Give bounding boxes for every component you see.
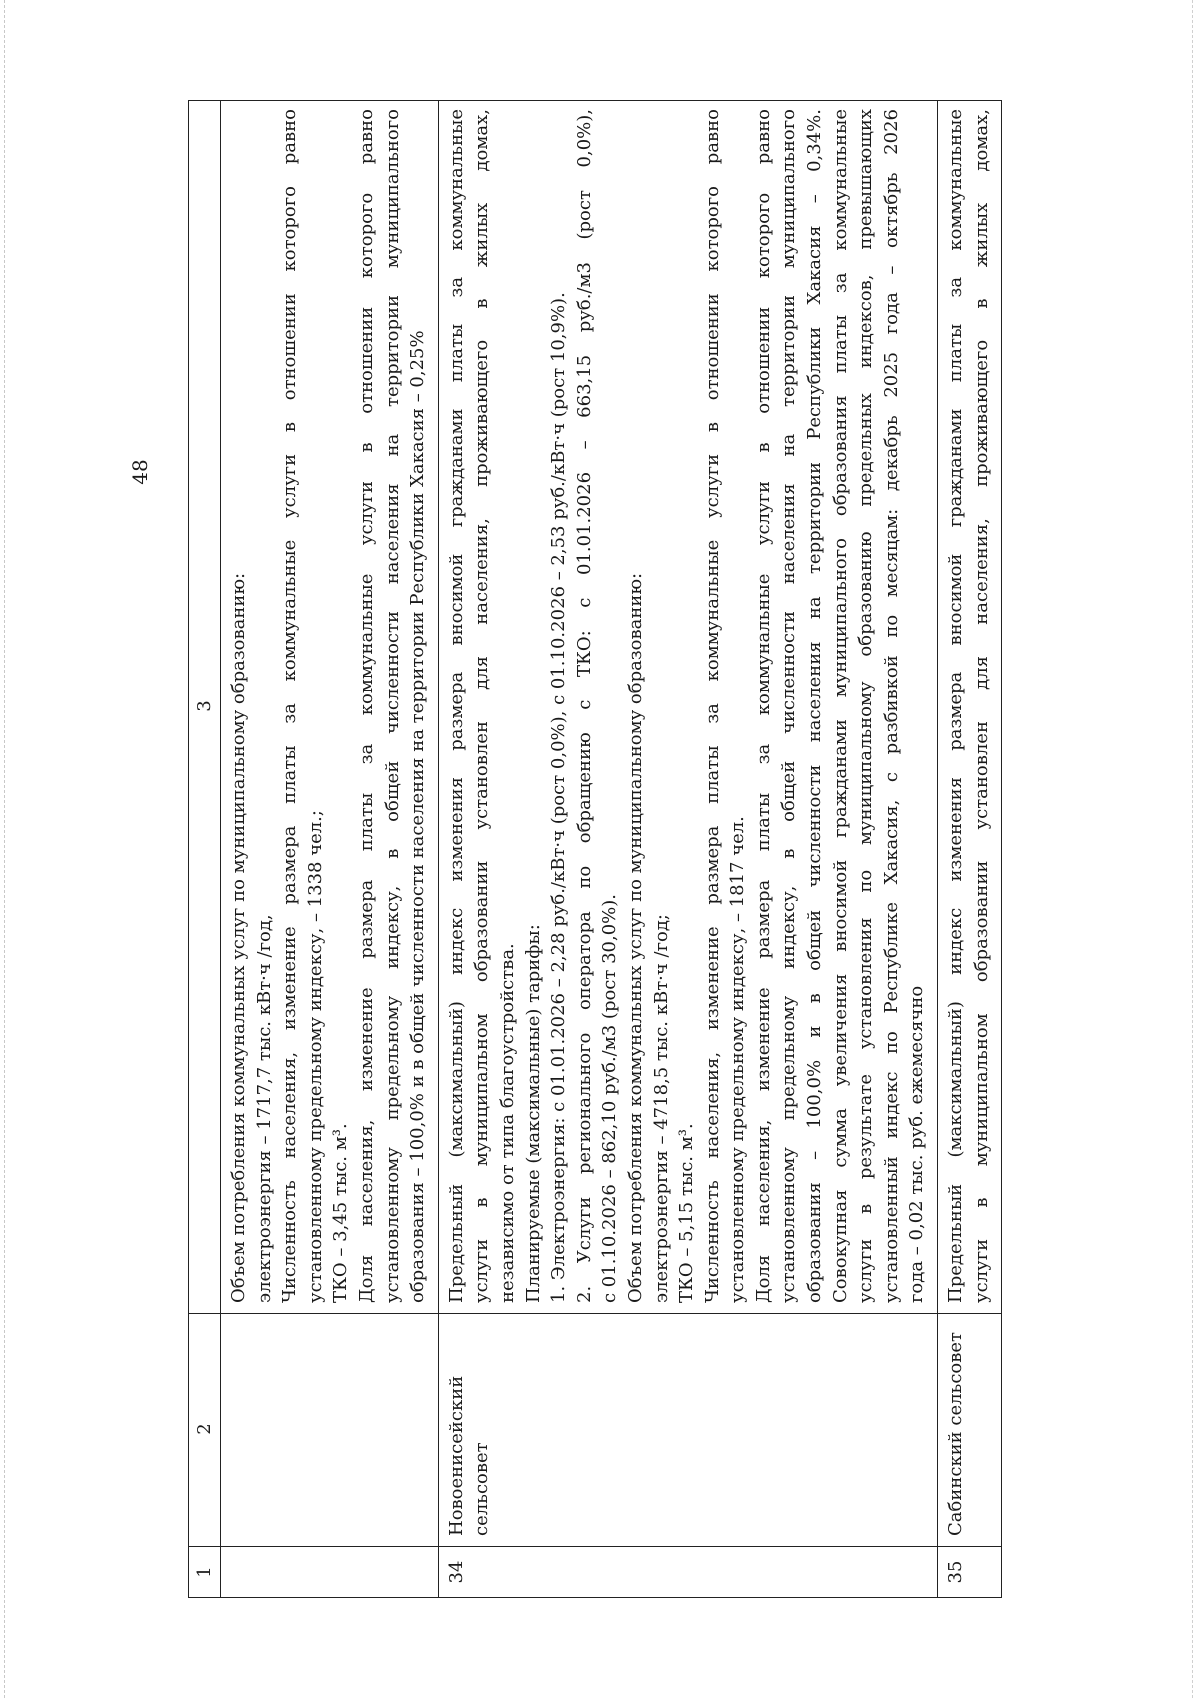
row-number-cell: 34	[438, 1547, 937, 1598]
text-line: Доля населения, изменение размера платы за коммунальные услуги в отношении которого равно	[355, 109, 377, 1303]
table-header-row	[189, 101, 221, 1598]
header-col-2: 2	[189, 1314, 221, 1547]
row-description-cell	[438, 101, 937, 1314]
text-line: Численность населения, изменение размера платы за коммунальные услуги в отношении которого равно	[701, 109, 723, 1303]
text-line: Объем потребления коммунальных услуг по муниципальному образованию:	[228, 572, 249, 1303]
row-name-cell: Сабинский сельсовет	[938, 1314, 1002, 1547]
text-line: услуги в муниципальном образовании установлен для населения, проживающего в жилых домах,	[471, 109, 493, 1303]
text-line: установленному предельному индексу, – 1817 чел.	[727, 816, 749, 1303]
rotated-page	[188, 100, 1100, 1598]
scan-edge-right	[1192, 0, 1194, 1698]
table-row-35	[938, 101, 1002, 1598]
table-row-34	[438, 101, 937, 1598]
tariff-table	[188, 100, 1002, 1598]
text-line: установленному предельному индексу, в общей численности населения на территории муниципального	[778, 109, 800, 1303]
header-col-3: 3	[189, 101, 221, 1314]
text-line: установленному предельному индексу, в общей численности населения на территории муниципального	[381, 109, 403, 1303]
row-name-cell: Новоенисейский сельсовет	[438, 1314, 937, 1547]
text-line: Предельный (максимальный) индекс изменения размера вносимой гражданами платы за коммунальные	[945, 109, 967, 1303]
row-number-cell	[221, 1547, 439, 1598]
text-line: образования – 100,0% и в общей численности населения на территории Республики Хакасия – 0,34%.	[804, 109, 826, 1303]
header-col-1: 1	[189, 1547, 221, 1598]
text-line: Объем потребления коммунальных услуг по муниципальному образованию:	[624, 572, 646, 1303]
text-line: установленный индекс по Республике Хакасия, с разбивкой по месяцам: декабрь 2025 года – октябрь 2026	[880, 109, 902, 1303]
text-line: Планируемые (максимальные) тарифы:	[522, 924, 544, 1303]
text-line: ТКО – 5,15 тыс. м³.	[676, 1123, 698, 1303]
text-line: года – 0,02 тыс. руб. ежемесячно	[906, 985, 928, 1303]
text-line: 2. Услуги регионального оператора по обращению с ТКО: с 01.01.2026 – 663,15 руб./м3 (рост 0,0%),	[573, 109, 595, 1303]
row-description-cell	[938, 101, 1002, 1314]
text-line: с 01.10.2026 – 862,10 руб./м3 (рост 30,0%).	[599, 894, 621, 1303]
text-line: Доля населения, изменение размера платы за коммунальные услуги в отношении которого равно	[752, 109, 774, 1303]
text-line: ТКО – 3,45 тыс. м³.	[330, 1123, 352, 1303]
text-line: Предельный (максимальный) индекс изменения размера вносимой гражданами платы за коммунальные	[445, 109, 467, 1303]
page-number: 48	[128, 459, 152, 485]
scan-edge-left	[4, 0, 6, 1698]
text-line: Численность населения, изменение размера платы за коммунальные услуги в отношении которого равно	[279, 109, 301, 1303]
text-line: электроэнергия – 4718,5 тыс. кВт·ч /год;	[650, 914, 672, 1303]
text-line: услуги в результате установления по муниципальному образованию предельных индексов, превышающих	[855, 109, 877, 1303]
text-line: Совокупная сумма увеличения вносимой гражданами муниципального образования платы за коммунальные	[829, 109, 851, 1303]
row-description-cell	[221, 101, 439, 1314]
text-line: 1. Электроэнергия: с 01.01.2026 – 2,28 руб./кВт·ч (рост 0,0%), с 01.10.2026 – 2,53 руб./кВт·ч (рост 10,9%).	[548, 292, 570, 1303]
text-line: услуги в муниципальном образовании установлен для населения, проживающего в жилых домах,	[970, 109, 992, 1303]
text-line: независимо от типа благоустройства.	[496, 943, 518, 1303]
text-line: установленному предельному индексу, – 1338 чел.;	[304, 810, 326, 1303]
text-line: электроэнергия – 1717,7 тыс. кВт·ч /год,	[253, 914, 275, 1303]
table-row-continuation	[221, 101, 439, 1598]
row-name-cell	[221, 1314, 439, 1547]
text-line: образования – 100,0% и в общей численности населения на территории Республики Хакасия – 0,25%	[407, 330, 429, 1303]
row-number-cell: 35	[938, 1547, 1002, 1598]
